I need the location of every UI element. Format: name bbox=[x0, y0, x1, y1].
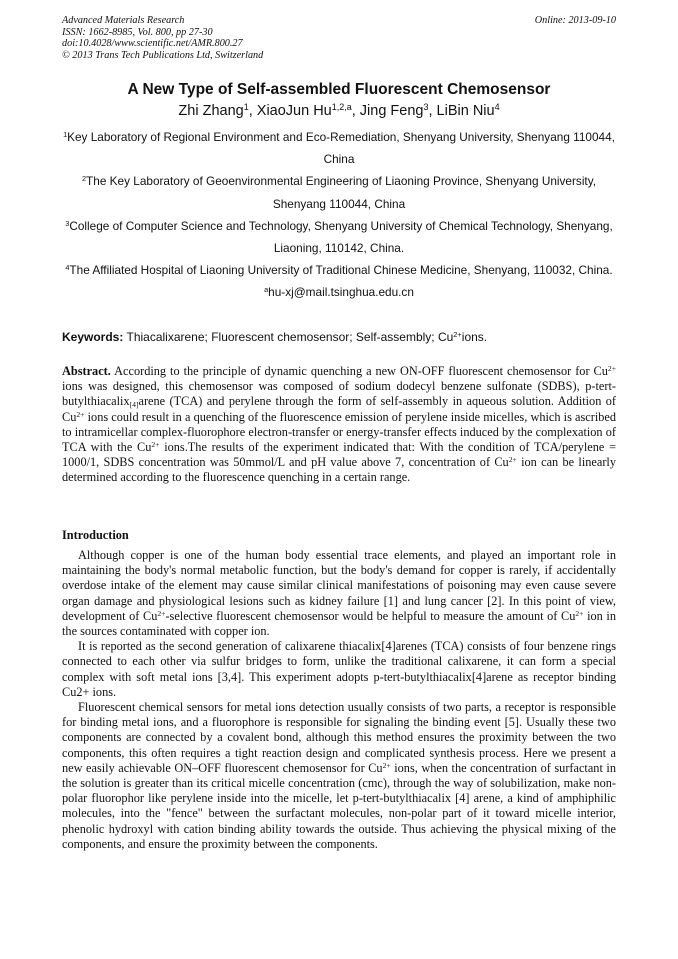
paragraph-text: -selective fluorescent chemosensor would be helpful to measure the amount of Cu bbox=[165, 608, 576, 623]
author-sep: , bbox=[248, 103, 257, 119]
paper-title: A New Type of Self-assembled Fluorescent Chemosensor bbox=[127, 81, 551, 98]
journal-name: Advanced Materials Research bbox=[62, 15, 185, 26]
abstract-label: Abstract. bbox=[62, 364, 111, 378]
charge-sup: 2+ bbox=[607, 363, 616, 373]
abstract bbox=[62, 364, 616, 486]
keywords-label: Keywords: bbox=[62, 330, 124, 344]
author-name: Zhi Zhang bbox=[178, 103, 244, 119]
charge-sup: 2+ bbox=[382, 760, 391, 770]
author-sup: 1,2,a bbox=[331, 102, 352, 113]
paragraph bbox=[62, 700, 616, 852]
email-address[interactable]: hu-xj@mail.tsinghua.edu.cn bbox=[268, 285, 414, 300]
paragraph-text: It is reported as the second generation of calixarene thiacalix[4]arenes (TCA) consists of four benzene rings connected to each other via sulfur bridges to form, unlike the traditional calixarene, it can form a special complex with soft metal ions [3,4]. This experiment adopts p-tert-butylthiacalix[4]arene as receptor binding Cu2+ ions. bbox=[62, 639, 616, 699]
affiliation bbox=[62, 126, 616, 170]
affiliation-text: The Affiliated Hospital of Liaoning University of Traditional Chinese Medicine, Shenyang, 110032, China. bbox=[69, 263, 613, 278]
author-sup: 3 bbox=[423, 102, 429, 113]
online-date: Online: 2013-09-10 bbox=[534, 15, 616, 26]
introduction-body bbox=[62, 548, 616, 852]
affiliations bbox=[62, 126, 616, 304]
author-sep: , bbox=[428, 103, 437, 119]
affiliation-sup: 3 bbox=[65, 218, 70, 228]
affiliation-sup: 2 bbox=[81, 174, 87, 184]
paragraph-text: Although copper is one of the human body essential trace elements, and played an important role in maintaining the body's normal metabolic function, but the body's demand for copper is rarely, if accidentally overdose intake of the element may cause similar clinical manifestations of poisoning may even cause severe organ damage and physiological lesions such as kidney failure [1] and lung cancer [2]. In this point of view, development of Cu bbox=[62, 548, 616, 623]
issn-line: ISSN: 1662-8985, Vol. 800, pp 27-30 bbox=[62, 26, 213, 38]
section-heading-introduction: Introduction bbox=[62, 528, 129, 542]
abstract-text: ions was designed, this chemosensor was composed of sodium dodecyl benzene sulfonate (SDBS), p-tert-butylthiacalix bbox=[62, 379, 616, 409]
author-name: LiBin Niu bbox=[436, 103, 495, 119]
affiliation-sup: 4 bbox=[65, 263, 70, 273]
charge-sup: 2+ bbox=[575, 608, 584, 618]
charge-sup: 2+ bbox=[508, 455, 517, 465]
affiliation bbox=[62, 259, 616, 281]
copyright-line: © 2013 Trans Tech Publications Ltd, Switzerland bbox=[62, 49, 264, 61]
author-sup: 4 bbox=[494, 102, 500, 113]
paragraph-text: Fluorescent chemical sensors for metal ions detection usually consists of two parts, a receptor is responsible for binding metal ions, and a fluorophore is responsible for signaling the binding event [5]. Usually these two components are connected by a covalent bond, although this method ensures the proximity between the two components, this often requires a tight reaction design and complicated synthesis process. Here we present a new easily achievable ON–OFF fluorescent chemosensor for Cu bbox=[62, 700, 616, 775]
affiliation-text: Key Laboratory of Regional Environment and Eco-Remediation, Shenyang University, Shenyang 110044, China bbox=[67, 130, 615, 167]
doi-line: doi:10.4028/www.scientific.net/AMR.800.27 bbox=[62, 38, 243, 49]
charge-sup: 2+ bbox=[157, 608, 166, 618]
ring-sub: [4] bbox=[129, 400, 139, 410]
affiliation bbox=[62, 170, 616, 214]
author-name: Jing Feng bbox=[359, 103, 424, 119]
keywords-tail: ions. bbox=[461, 330, 488, 344]
author-list bbox=[0, 103, 678, 119]
author-sep: , bbox=[351, 103, 360, 119]
affiliation-text: College of Computer Science and Technology, Shenyang University of Chemical Technology, Shenyang, Liaoning, 110142, China. bbox=[69, 218, 613, 256]
charge-sup: 2+ bbox=[151, 439, 160, 449]
abstract-text: arene (TCA) and perylene through the form of self-assembly in aqueous solution. Addition of Cu bbox=[62, 394, 616, 424]
email-sup: a bbox=[264, 285, 269, 295]
keywords-text: Thiacalixarene; Fluorescent chemosensor; Self-assembly; Cu bbox=[126, 330, 454, 344]
abstract-text: ion can be linearly determined according to the fluorescence quenching in a certain range. bbox=[62, 455, 616, 485]
affiliation bbox=[62, 215, 616, 259]
keywords-sup: 2+ bbox=[453, 329, 462, 339]
affiliation-text: The Key Laboratory of Geoenvironmental Engineering of Liaoning Province, Shenyang University, Shenyang 110044, China bbox=[86, 174, 597, 211]
paragraph bbox=[62, 548, 616, 639]
abstract-text: According to the principle of dynamic quenching a new ON-OFF fluorescent chemosensor for Cu bbox=[114, 364, 608, 378]
author-name: XiaoJun Hu bbox=[256, 103, 332, 119]
abstract-text: ions.The results of the experiment indicated that: With the condition of TCA/perylene = 1000/1, SDBS concentration was 50mmol/L and pH value above 7, concentration of Cu bbox=[62, 440, 617, 470]
author-sup: 1 bbox=[243, 102, 249, 113]
email-line bbox=[62, 281, 616, 303]
affiliation-sup: 1 bbox=[63, 129, 68, 139]
keywords bbox=[62, 330, 616, 344]
journal-header bbox=[62, 15, 616, 61]
paragraph-text: ions, when the concentration of surfactant in the solution is greater than its critical micelle concentration (cmc), through the way of solubilization, make non-polar fluorophor like perylene inside into the micelle, let p-tert-butylthiacalix [4] arene, a kind of amphiphilic molecules, into the "fence" between the surfactant molecules, non-polar part of it toward micelle interior, phenolic hydroxyl with cation binding ability towards the outside. Thus achieving the physical mixing of the components, and ensure the proximity between the components. bbox=[62, 760, 616, 851]
paragraph bbox=[62, 639, 616, 700]
charge-sup: 2+ bbox=[76, 409, 85, 419]
paragraph-text: ion in the sources contaminated with copper ion. bbox=[62, 608, 616, 639]
abstract-text: ions could result in a quenching of the fluorescence emission of perylene inside micelles, which is ascribed to intramicellar complex-fluorophore electron-transfer or energy-transfer effects induced by the complexation of TCA with the Cu bbox=[62, 409, 616, 455]
